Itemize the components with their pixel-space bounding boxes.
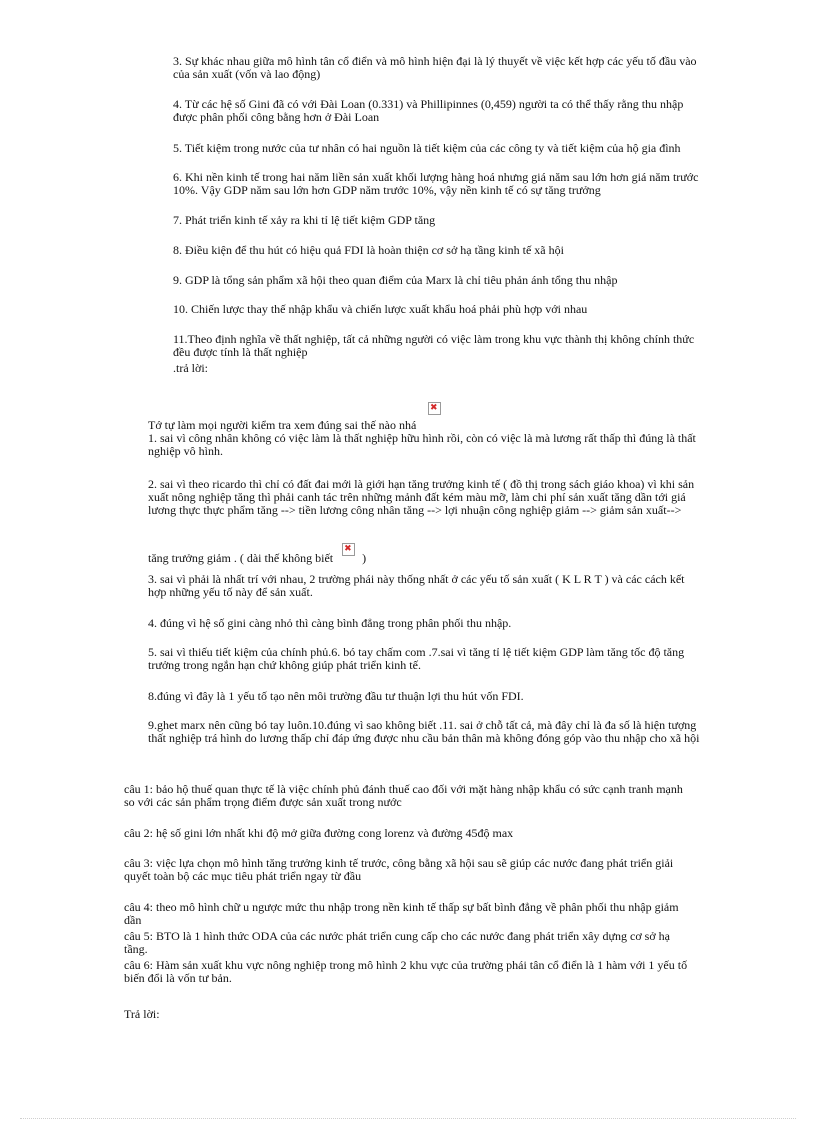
- answer-2-continued: [148, 543, 700, 565]
- answer-9-10-11: 9.ghet marx nên cũng bó tay luôn.10.đúng vì sao không biết .11. sai ở chỗ tất cả, mà đây chỉ là đa số là hiện tượng thất nghiệp trá hình do lương thấp chỉ đáp ứng được nhu cầu bản thân mà không đóng góp vào thu nhập cho xã hội: [148, 718, 700, 745]
- cau-4: câu 4: theo mô hình chữ u ngược mức thu nhập trong nền kinh tế thấp sự bất bình đẳng về phân phối thu nhập giảm dần: [124, 900, 679, 927]
- answer-label-2: Trả lời:: [124, 1007, 160, 1021]
- answer-3: 3. sai vì phải là nhất trí với nhau, 2 trường phái này thống nhất ở các yếu tố sản xuất ( K L R T ) và các cách kết hợp những yếu tố này để sản xuất.: [148, 572, 685, 599]
- answer-label: .trả lời:: [173, 361, 209, 375]
- answer-8: 8.đúng vì đây là 1 yếu tố tạo nên môi trường đầu tư thuận lợi thu hút vốn FDI.: [148, 689, 524, 703]
- statement-4: 4. Từ các hệ số Gini đã có với Đài Loan (0.331) và Phillipinnes (0,459) người ta có thể thấy rằng thu nhập được phân phối công bằng hơn ở Đài Loan: [173, 97, 684, 124]
- statement-8: 8. Điều kiện để thu hút có hiệu quả FDI là hoàn thiện cơ sở hạ tầng kinh tế xã hội: [173, 243, 564, 257]
- cau-2: câu 2: hệ số gini lớn nhất khi độ mở giữa đường cong lorenz và đường 45độ max: [124, 826, 514, 840]
- statement-3: 3. Sự khác nhau giữa mô hình tân cổ điển và mô hình hiện đại là lý thuyết về việc kết hợp các yếu tố đầu vào của sản xuất (vốn và lao động): [173, 54, 697, 81]
- broken-image-icon: [428, 402, 441, 415]
- answer-2: 2. sai vì theo ricardo thì chỉ có đất đai mới là giới hạn tăng trưởng kinh tế ( đồ thị trong sách giáo khoa) vì khi sản xuất nông nghiệp tăng thì phải canh tác trên những mảnh đất kém màu mỡ, làm chi phí sản xuất tăng dần tới giá lương thực thực phẩm tăng --> tiền lương công nhân tăng --> lợi nhuận công nghiệp giảm --> giảm sản xuất-->: [148, 477, 695, 517]
- answer-2-cont-close: ): [362, 551, 367, 565]
- answer-4: 4. đúng vì hệ số gini càng nhỏ thì càng bình đẳng trong phân phối thu nhập.: [148, 616, 512, 630]
- answer-2-cont-text: tăng trưởng giảm . ( dài thế không biết: [148, 551, 334, 565]
- broken-image-icon: [342, 543, 355, 556]
- statement-9: 9. GDP là tổng sản phẩm xã hội theo quan điểm của Marx là chỉ tiêu phản ánh tổng thu nhập: [173, 273, 618, 287]
- cau-1: câu 1: bảo hộ thuế quan thực tế là việc chính phủ đánh thuế cao đối với mặt hàng nhập khẩu có sức cạnh tranh mạnh so với các sản phẩm trọng điểm được sản xuất trong nước: [124, 782, 683, 809]
- page-bottom-rule: [20, 1118, 796, 1119]
- statement-11: 11.Theo định nghĩa về thất nghiệp, tất cả những người có việc làm trong khu vực thành thị không chính thức đều được tính là thất nghiệp: [173, 332, 695, 359]
- answer-1: 1. sai vì công nhân không có việc làm là thất nghiệp hữu hình rồi, còn có việc là mà lương rất thấp thì đúng là thất nghiệp vô hình.: [148, 431, 696, 458]
- statement-5: 5. Tiết kiệm trong nước của tư nhân có hai nguồn là tiết kiệm của các công ty và tiết kiệm của hộ gia đình: [173, 141, 681, 155]
- statement-10: 10. Chiến lược thay thế nhập khẩu và chiến lược xuất khẩu hoá phải phù hợp với nhau: [173, 302, 588, 316]
- answer-5-6-7: 5. sai vì thiếu tiết kiệm của chính phủ.6. bó tay chấm com .7.sai vì tăng tỉ lệ tiết kiệm GDP làm tăng tốc độ tăng trưởng trong ngắn hạn chứ không giúp phát triển kinh tế.: [148, 645, 685, 672]
- cau-6: câu 6: Hàm sản xuất khu vực nông nghiệp trong mô hình 2 khu vực của trường phái tân cổ điển là 1 hàm với 1 yếu tố biến đổi là vốn tư bản.: [124, 958, 688, 985]
- cau-3: câu 3: việc lựa chọn mô hình tăng trưởng kinh tế trước, công bằng xã hội sau sẽ giúp các nước đang phát triển giải quyết toàn bộ các mục tiêu phát triển ngay từ đầu: [124, 856, 674, 883]
- statement-6: 6. Khi nền kinh tế trong hai năm liền sản xuất khối lượng hàng hoá nhưng giá năm sau lớn hơn giá năm trước 10%. Vậy GDP năm sau lớn hơn GDP năm trước 10%, vậy nền kinh tế có sự tăng trưởng: [173, 170, 699, 197]
- cau-5: câu 5: BTO là 1 hình thức ODA của các nước phát triển cung cấp cho các nước đang phát triển xây dựng cơ sở hạ tầng.: [124, 929, 670, 956]
- intro-line: Tớ tự làm mọi người kiểm tra xem đúng sai thế nào nhá: [148, 418, 417, 432]
- statement-7: 7. Phát triển kinh tế xảy ra khi tỉ lệ tiết kiệm GDP tăng: [173, 213, 436, 227]
